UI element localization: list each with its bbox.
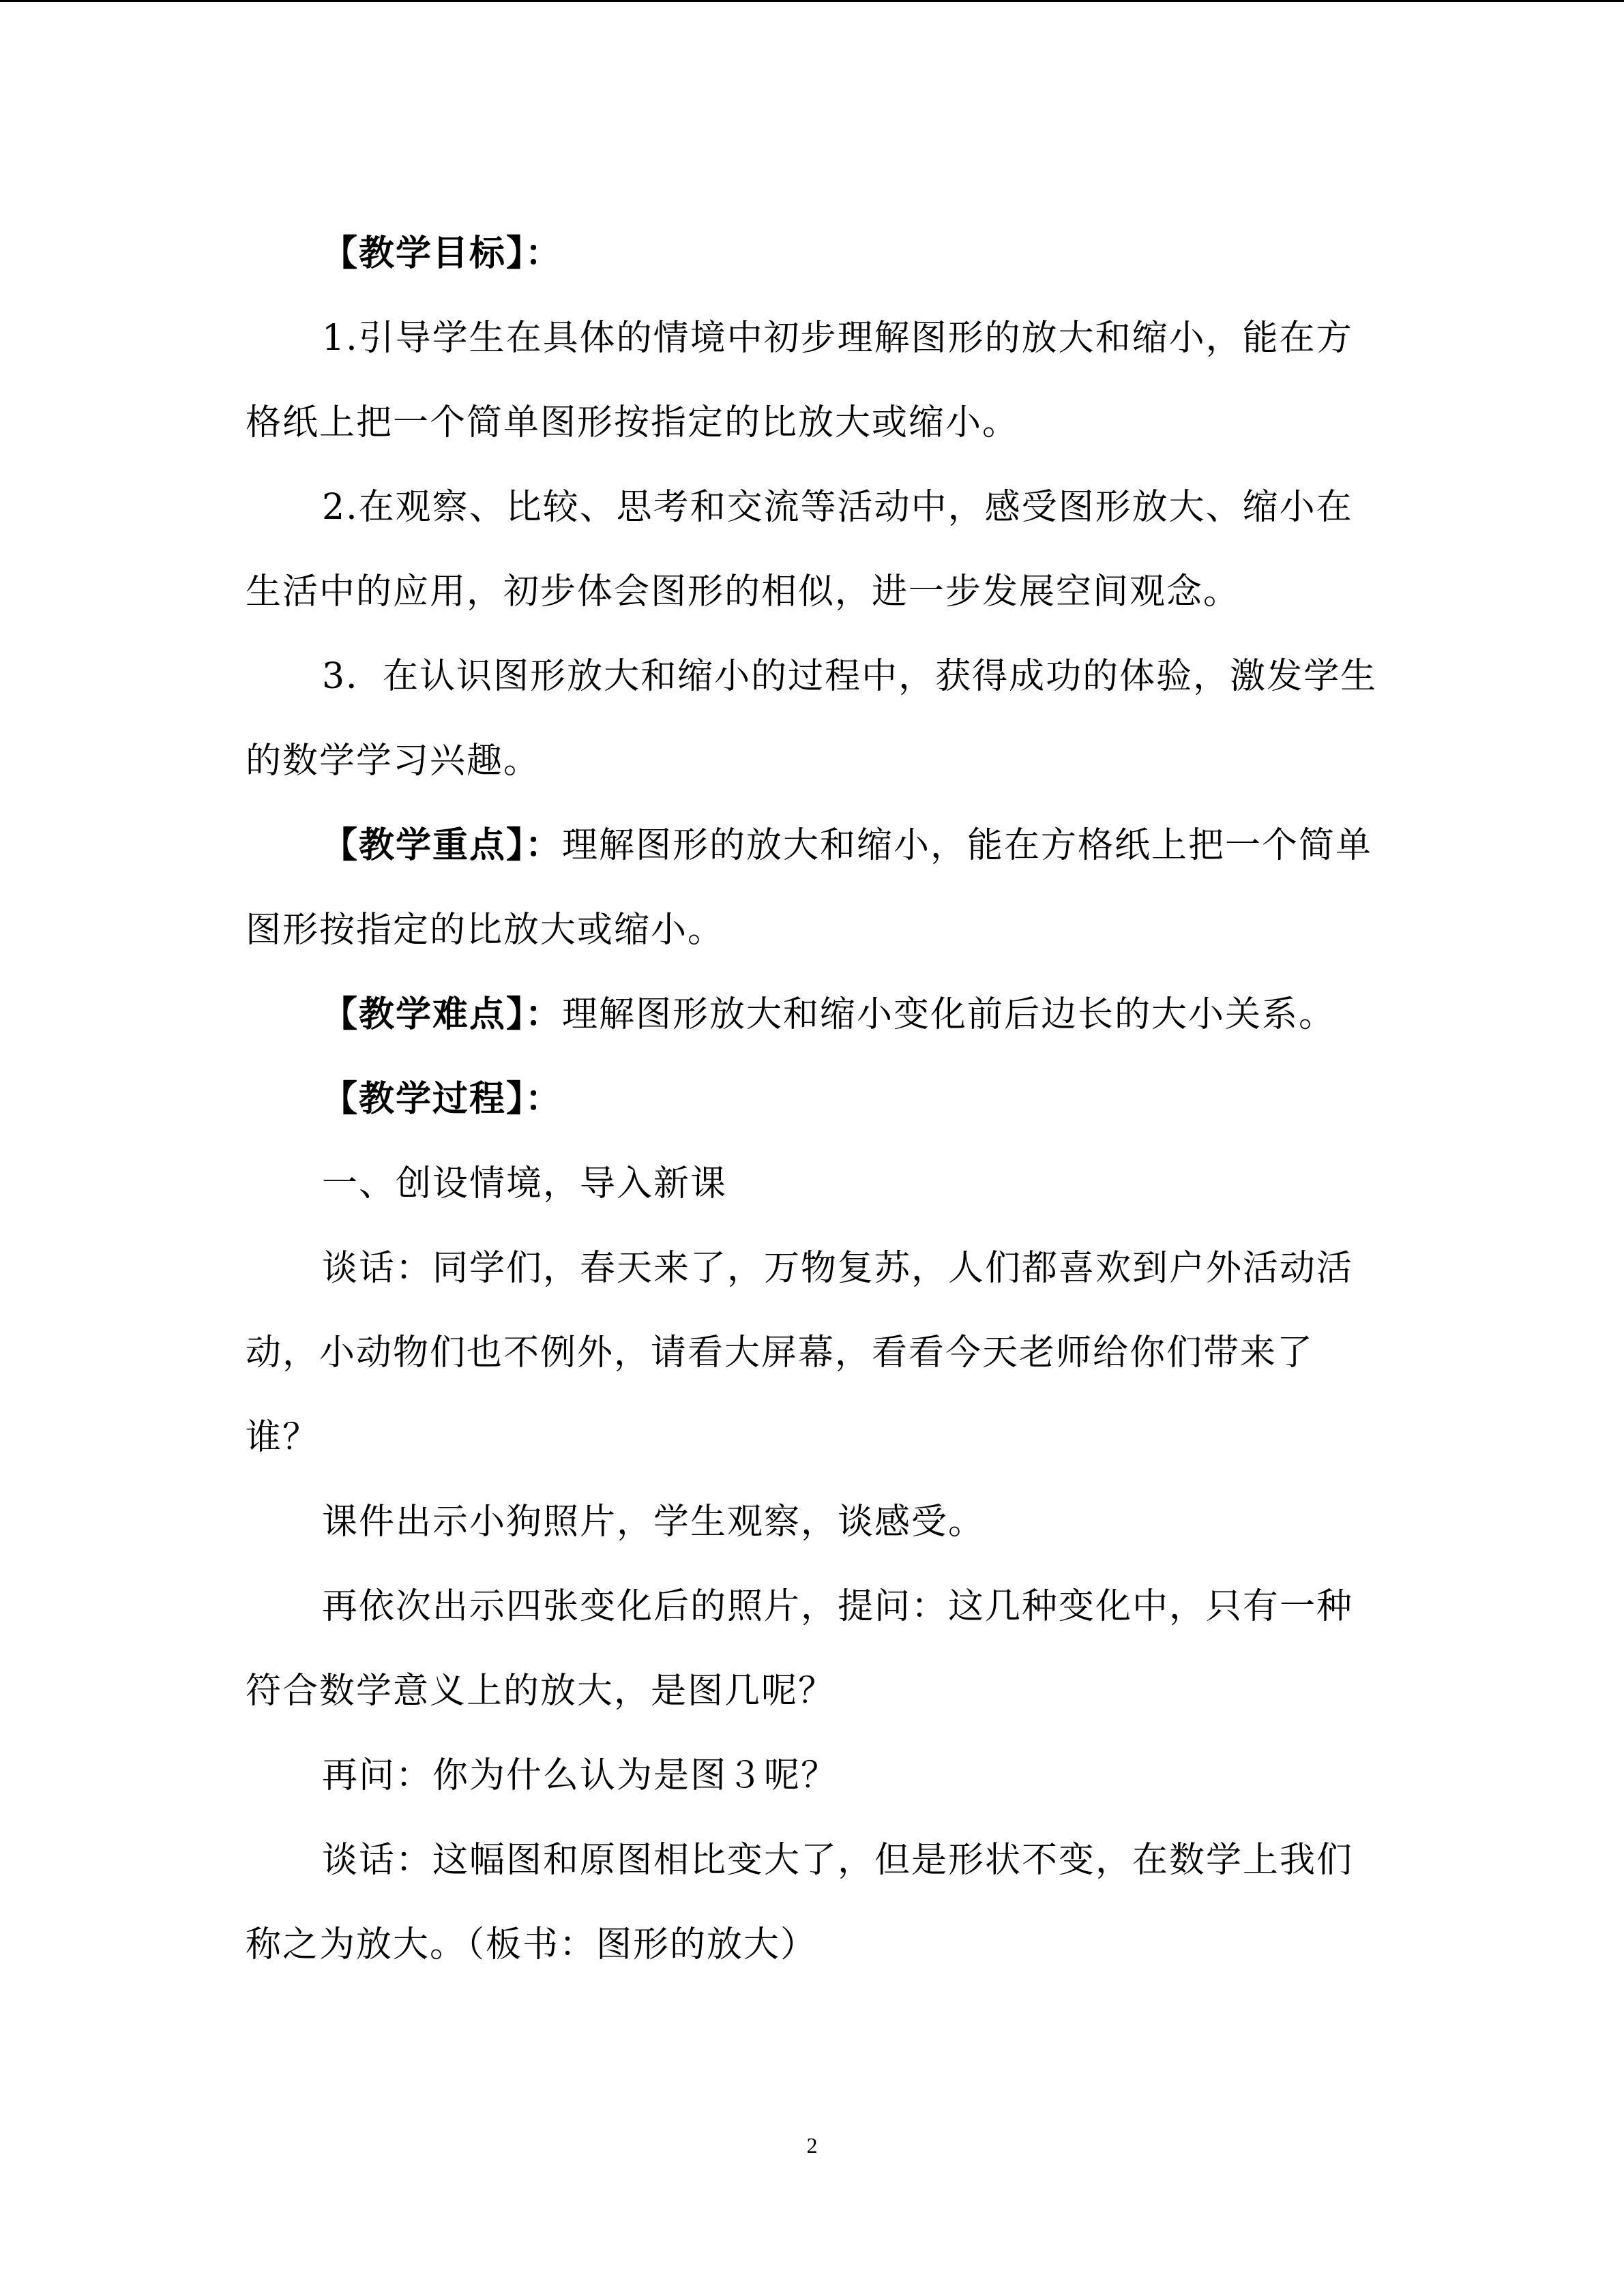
difficulty-paragraph (246, 972, 1378, 1057)
top-border-line (0, 0, 1624, 2)
process-paragraph: 再问：你为什么认为是图３呢？ (322, 1755, 838, 1796)
key-point-text: 理解图形的放大和缩小，能在方格纸上把一个简单图形按指定的比放大或缩小。 (246, 825, 1373, 951)
objective-item-1: 1.引导学生在具体的情境中初步理解图形的放大和缩小，能在方格纸上把一个简单图形按指定的比放大或缩小。 (246, 318, 1353, 443)
objectives-heading (246, 211, 1378, 296)
key-point-paragraph (246, 803, 1378, 972)
difficulty-text: 理解图形放大和缩小变化前后边长的大小关系。 (562, 994, 1336, 1035)
process-heading (246, 1057, 1378, 1142)
process-paragraph: 课件出示小狗照片，学生观察，谈感受。 (322, 1502, 986, 1542)
objective-item-3: 3．在认识图形放大和缩小的过程中，获得成功的体验，激发学生的数学学习兴趣。 (246, 656, 1378, 781)
difficulty-label: 【教学难点】： (322, 994, 563, 1035)
document-page (246, 211, 1378, 1987)
key-point-label: 【教学重点】： (322, 825, 563, 866)
process-paragraph: 谈话：同学们，春天来了，万物复苏，人们都喜欢到户外活动活动，小动物们也不例外，请看大屏幕，看看今天老师给你们带来了谁？ (246, 1248, 1354, 1458)
objective-item-2: 2.在观察、比较、思考和交流等活动中，感受图形放大、缩小在生活中的应用，初步体会图形的相似，进一步发展空间观念。 (246, 487, 1353, 612)
objectives-label: 【教学目标】： (322, 233, 563, 274)
process-paragraph: 一、创设情境，导入新课 (322, 1163, 728, 1204)
process-label: 【教学过程】： (322, 1079, 563, 1120)
process-paragraph: 再依次出示四张变化后的照片，提问：这几种变化中，只有一种符合数学意义上的放大，是图几呢？ (246, 1586, 1354, 1712)
page-number: 2 (806, 2133, 818, 2158)
process-paragraph: 谈话：这幅图和原图相比变大了，但是形状不变，在数学上我们称之为放大。（板书：图形的放大） (246, 1840, 1354, 1965)
